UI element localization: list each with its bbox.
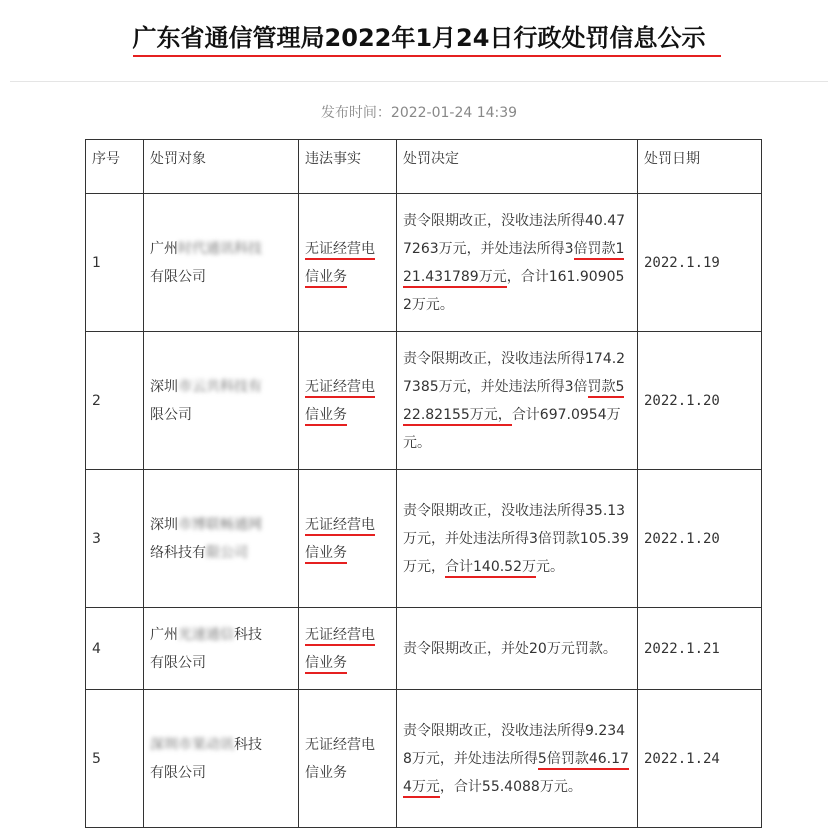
fact-line-1: 无证经营电 — [305, 379, 375, 398]
fact-line-2: 信业务 — [305, 407, 347, 426]
row-number: 4 — [86, 608, 144, 690]
fact-line-1: 无证经营电 — [305, 241, 375, 260]
decision-text-end: ，合计55.4088万元。 — [439, 778, 582, 795]
penalty-target — [144, 470, 299, 608]
fact-line-2: 信业务 — [305, 545, 347, 564]
violation-fact — [299, 608, 397, 690]
header-fact: 违法事实 — [299, 140, 397, 194]
violation-fact — [299, 332, 397, 470]
decision-text: 责令限期改正，没收违法所得174.27385万元，并处违法所得3倍 — [403, 350, 626, 395]
target-suffix: 有限公司 — [150, 268, 206, 285]
target-suffix: 有限公司 — [150, 764, 206, 781]
violation-fact — [299, 470, 397, 608]
fact-line-1: 无证经营电 — [305, 736, 375, 753]
violation-fact — [299, 194, 397, 332]
decision-text-end: ，合计161.909052万元。 — [403, 268, 625, 313]
penalty-decision — [397, 332, 638, 470]
target-prefix: 广州 — [150, 240, 178, 257]
target-prefix: 广州 — [150, 626, 178, 643]
penalty-date: 2022.1.24 — [638, 690, 762, 828]
table-row — [86, 332, 762, 470]
penalty-decision — [397, 690, 638, 828]
penalty-decision — [397, 470, 638, 608]
target-suffix-redacted: 限公司 — [206, 544, 248, 561]
row-number: 1 — [86, 194, 144, 332]
fact-line-2: 信业务 — [305, 764, 347, 781]
header-decision: 处罚决定 — [397, 140, 638, 194]
header-no: 序号 — [86, 140, 144, 194]
header-date: 处罚日期 — [638, 140, 762, 194]
target-redacted: 时代通讯科技 — [178, 240, 262, 257]
target-redacted: 深圳市果动讯 — [150, 736, 234, 753]
fact-line-2: 信业务 — [305, 655, 347, 674]
decision-text-end: 合计697.0954万元。 — [403, 406, 621, 451]
decision-text-end: 元。 — [536, 558, 564, 575]
target-redacted: 市博联畅通网 — [178, 516, 262, 533]
target-suffix: 有限公司 — [150, 654, 206, 671]
decision-highlight: 罚款522.82155万元， — [403, 379, 624, 426]
target-prefix: 深圳 — [150, 516, 178, 533]
decision-highlight-2: 款46.174万元 — [403, 751, 629, 798]
target-suffix: 络科技有 — [150, 544, 206, 561]
fact-line-2: 信业务 — [305, 269, 347, 288]
penalty-table — [85, 139, 762, 828]
target-suffix: 限公司 — [150, 406, 192, 423]
violation-fact — [299, 690, 397, 828]
penalty-decision — [397, 194, 638, 332]
penalty-date: 2022.1.20 — [638, 332, 762, 470]
publish-time: 发布时间：2022-01-24 14:39 — [320, 105, 518, 121]
penalty-date: 2022.1.20 — [638, 470, 762, 608]
decision-highlight: 5倍罚 — [538, 751, 575, 770]
title-underline — [133, 55, 721, 57]
row-number: 2 — [86, 332, 144, 470]
penalty-target — [144, 608, 299, 690]
decision-text: 责令限期改正，没收违法所得35.13万元，并处违法所得3倍罚款105.39万元， — [403, 502, 629, 575]
header-target: 处罚对象 — [144, 140, 299, 194]
table-row — [86, 608, 762, 690]
penalty-target — [144, 332, 299, 470]
penalty-target — [144, 690, 299, 828]
penalty-target — [144, 194, 299, 332]
table-row — [86, 690, 762, 828]
penalty-date: 2022.1.19 — [638, 194, 762, 332]
table-row — [86, 470, 762, 608]
page-title: 广东省通信管理局2022年1月24日行政处罚信息公示 — [132, 24, 706, 52]
decision-highlight: 合计140.52万 — [445, 559, 536, 578]
decision-text: 责令限期改正，并处20万元罚款。 — [403, 640, 617, 657]
fact-line-1: 无证经营电 — [305, 517, 375, 536]
target-prefix: 深圳 — [150, 378, 178, 395]
target-redacted: 光速通信 — [178, 626, 234, 643]
decision-text: 责令限期改正，没收违法所得9.2348万元，并处违法所得 — [403, 722, 626, 767]
row-number: 3 — [86, 470, 144, 608]
decision-text: 责令限期改正，没收违法所得40.477263万元，并处违法所得3 — [403, 212, 626, 257]
target-middle: 科技 — [234, 626, 262, 643]
target-redacted: 市云共科技有 — [178, 378, 262, 395]
penalty-date: 2022.1.21 — [638, 608, 762, 690]
fact-line-1: 无证经营电 — [305, 627, 375, 646]
target-middle: 科技 — [234, 736, 262, 753]
penalty-decision — [397, 608, 638, 690]
table-row — [86, 194, 762, 332]
header-divider — [10, 81, 828, 82]
decision-highlight: 倍罚款121.431789万元 — [403, 241, 624, 288]
row-number: 5 — [86, 690, 144, 828]
table-header-row — [86, 140, 762, 194]
